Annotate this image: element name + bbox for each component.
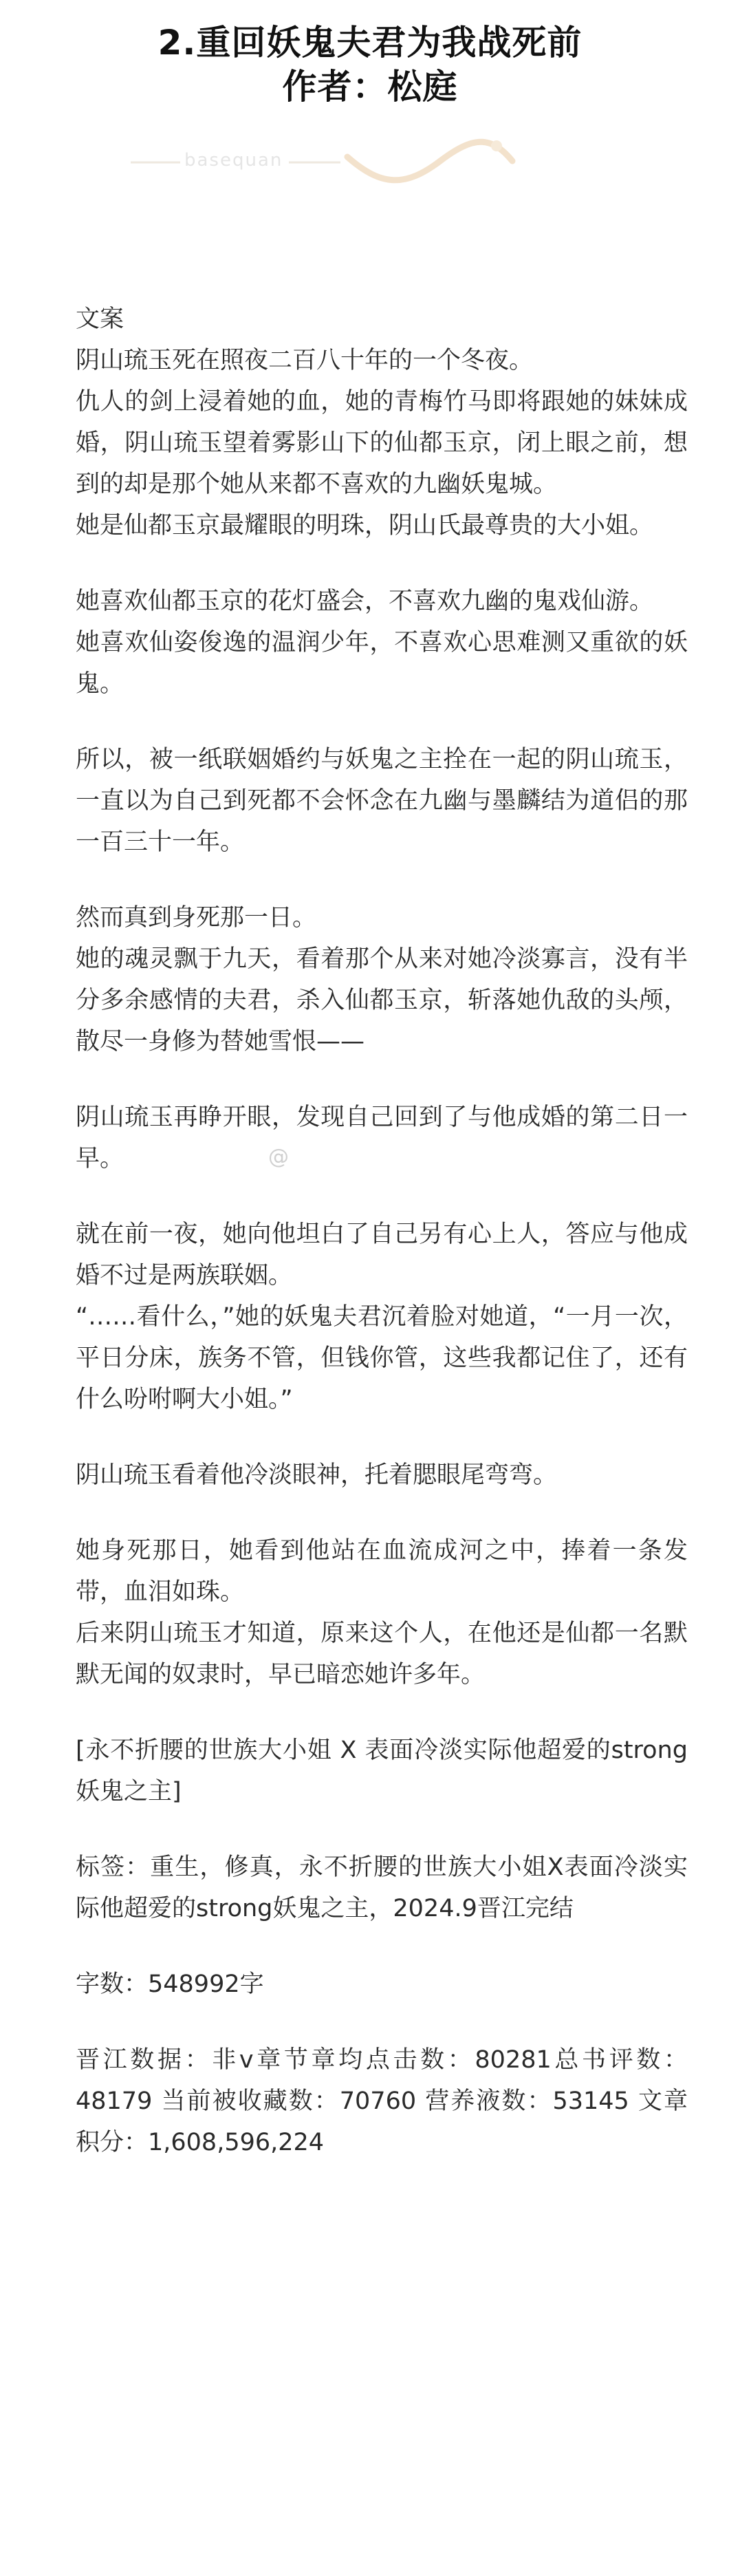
paragraph-gap (76, 1695, 688, 1730)
paragraph-gap (76, 2005, 688, 2039)
body-paragraph: 她的魂灵飘于九天，看着那个从来对她冷淡寡言，没有半分多余感情的夫君，杀入仙都玉京，斩落她仇敌的头颅，散尽一身修为替她雪恨—— (76, 945, 688, 1055)
header (0, 0, 740, 195)
brand-text: basequan (184, 150, 283, 171)
paragraph-gap (76, 1812, 688, 1847)
body-paragraph: “……看什么，”她的妖鬼夫君沉着脸对她道，“一月一次，平日分床，族务不管，但钱你管，这些我都记住了，还有什么吩咐啊大小姐。” (76, 1303, 688, 1413)
body-paragraph: 她是仙都玉京最耀眼的明珠，阴山氏最尊贵的大小姐。 (76, 512, 654, 539)
paragraph-gap (76, 1929, 688, 1964)
paragraph-gap (76, 1420, 688, 1455)
body-paragraph: 标签：重生，修真，永不折腰的世族大小姐X表面冷淡实际他超爱的strong妖鬼之主，2024.9晋江完结 (76, 1854, 688, 1922)
book-title: 2.重回妖鬼夫君为我战死前 (157, 23, 583, 63)
body-paragraph: 就在前一夜，她向他坦白了自己另有心上人，答应与他成婚不过是两族联姻。 (76, 1221, 688, 1289)
body-paragraph: [永不折腰的世族大小姐 X 表面冷淡实际他超爱的strong妖鬼之主] (76, 1737, 688, 1805)
body-paragraph: 然而真到身死那一日。 (76, 904, 317, 932)
brand-banner (0, 113, 740, 195)
body-paragraph: 阴山琉玉死在照夜二百八十年的一个冬夜。 (76, 347, 534, 374)
body-paragraph: 仇人的剑上浸着她的血，她的青梅竹马即将跟她的妹妹成婚，阴山琉玉望着雾影山下的仙都玉京，闭上眼之前，想到的却是那个她从来都不喜欢的九幽妖鬼城。 (76, 388, 688, 498)
body-paragraph: 阴山琉玉再睁开眼，发现自己回到了与他成婚的第二日一早。 (76, 1104, 688, 1172)
brand-dot-icon (491, 140, 502, 151)
body-paragraph: 她喜欢仙姿俊逸的温润少年，不喜欢心思难测又重欲的妖鬼。 (76, 629, 688, 698)
brand-wave-icon (347, 142, 512, 180)
body-paragraph: 字数：548992字 (76, 1971, 264, 1998)
synopsis-body (0, 195, 740, 2163)
paragraph-gap (76, 1496, 688, 1530)
author-line: 作者：松庭 (282, 67, 458, 107)
watermark: @ (268, 1145, 289, 1169)
body-paragraph: 她喜欢仙都玉京的花灯盛会，不喜欢九幽的鬼戏仙游。 (76, 588, 654, 615)
paragraph-gap (76, 863, 688, 897)
body-paragraph: 后来阴山琉玉才知道，原来这个人，在他还是仙都一名默默无闻的奴隶时，早已暗恋她许多年。 (76, 1620, 688, 1688)
body-paragraph: 阴山琉玉看着他冷淡眼神，托着腮眼尾弯弯。 (76, 1461, 558, 1489)
body-paragraph: 她身死那日，她看到他站在血流成河之中，捧着一条发带，血泪如珠。 (76, 1537, 688, 1606)
paragraph-gap (76, 546, 688, 581)
paragraph-gap (76, 1062, 688, 1097)
paragraph-gap (76, 1179, 688, 1214)
body-paragraph: 所以，被一纸联姻婚约与妖鬼之主拴在一起的阴山琉玉，一直以为自己到死都不会怀念在九幽与墨麟结为道侣的那一百三十一年。 (76, 746, 688, 856)
brand-decoration-icon (0, 113, 740, 195)
body-paragraph: 文案 (76, 305, 124, 333)
paragraph-gap (76, 705, 688, 739)
body-paragraph: 晋江数据：非v章节章均点击数：80281总书评数：48179 当前被收藏数：70760 营养液数：53145 文章积分：1,608,596,224 (76, 2046, 688, 2156)
